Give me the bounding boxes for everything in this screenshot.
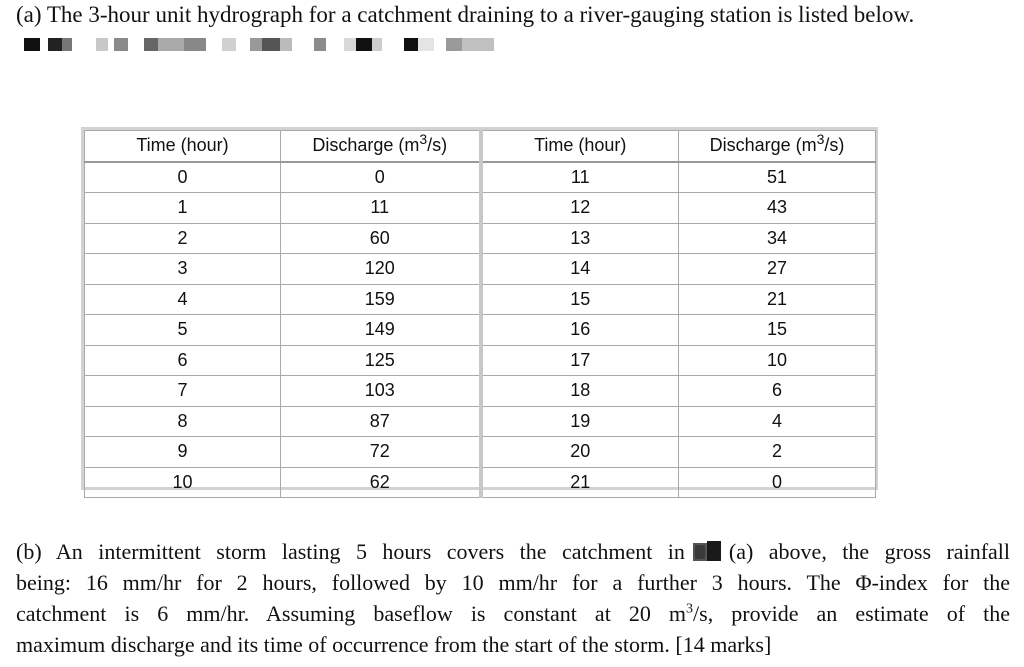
- part-b-line: being: 16 mm/hr for 2 hours, followed by 10 mm/hr for a further 3 hours. The Φ-index for the: [16, 570, 1010, 595]
- cell-time-right: 16: [481, 315, 679, 346]
- cell-discharge-right: 2: [679, 437, 876, 468]
- unit-hydrograph-table: [84, 130, 876, 498]
- table-row: [85, 345, 876, 376]
- redaction-block: [280, 38, 292, 51]
- header-time-left: Time (hour): [85, 131, 281, 162]
- cell-discharge-right: 0: [679, 467, 876, 498]
- redaction-block: [372, 38, 382, 51]
- redaction-block: [222, 38, 236, 51]
- cell-time-left: 2: [85, 223, 281, 254]
- cell-discharge-right: 43: [679, 193, 876, 224]
- header-time-right: Time (hour): [481, 131, 679, 162]
- redacted-reference-icon: [693, 540, 723, 562]
- part-a-text: (a) The 3-hour unit hydrograph for a catchment draining to a river-gauging station is listed below.: [16, 2, 915, 27]
- cell-discharge-right: 51: [679, 162, 876, 193]
- cell-discharge-right: 4: [679, 406, 876, 437]
- table-row: [85, 284, 876, 315]
- cell-time-left: 0: [85, 162, 281, 193]
- cell-time-right: 20: [481, 437, 679, 468]
- table-row: [85, 376, 876, 407]
- redaction-block: [250, 38, 262, 51]
- cell-time-left: 7: [85, 376, 281, 407]
- part-b-line: catchment is 6 mm/hr. Assuming baseflow is constant at 20 $m^3/s$, provide an estimate of the: [16, 601, 1010, 626]
- header-discharge-right: Discharge $(m^3/s)$: [679, 131, 876, 162]
- redaction-block: [96, 38, 108, 51]
- cell-time-right: 14: [481, 254, 679, 285]
- cell-time-right: 15: [481, 284, 679, 315]
- cell-discharge-right: 34: [679, 223, 876, 254]
- cell-discharge-right: 10: [679, 345, 876, 376]
- cell-discharge-left: 103: [281, 376, 481, 407]
- redaction-block: [184, 38, 206, 51]
- cell-time-left: 4: [85, 284, 281, 315]
- redaction-block: [314, 38, 326, 51]
- cell-time-left: 1: [85, 193, 281, 224]
- cell-discharge-left: 60: [281, 223, 481, 254]
- cell-discharge-left: 11: [281, 193, 481, 224]
- redaction-block: [356, 38, 372, 51]
- cell-time-left: 6: [85, 345, 281, 376]
- table-header-row: [85, 131, 876, 162]
- redaction-block: [462, 38, 494, 51]
- cell-time-right: 21: [481, 467, 679, 498]
- cell-time-right: 13: [481, 223, 679, 254]
- part-b-line: maximum discharge and its time of occurrence from the start of the storm. [14 marks]: [16, 632, 772, 657]
- cell-time-right: 17: [481, 345, 679, 376]
- redaction-block: [344, 38, 356, 51]
- cell-time-right: 19: [481, 406, 679, 437]
- redaction-block: [158, 38, 184, 51]
- redaction-block: [404, 38, 418, 51]
- cell-discharge-right: 15: [679, 315, 876, 346]
- cell-discharge-left: 120: [281, 254, 481, 285]
- cell-discharge-left: 0: [281, 162, 481, 193]
- table-row: [85, 467, 876, 498]
- part-b-line: (b) An intermittent storm lasting 5 hours covers the catchment in (a) above, the gross rainfall: [16, 539, 1011, 564]
- part-b-text: [16, 536, 1010, 660]
- table-row: [85, 254, 876, 285]
- redaction-block: [446, 38, 462, 51]
- redaction-block: [24, 38, 40, 51]
- cell-discharge-left: 125: [281, 345, 481, 376]
- cell-time-left: 3: [85, 254, 281, 285]
- redaction-block: [114, 38, 128, 51]
- cell-discharge-left: 72: [281, 437, 481, 468]
- table-row: [85, 193, 876, 224]
- cell-time-right: 18: [481, 376, 679, 407]
- cell-time-right: 12: [481, 193, 679, 224]
- table-row: [85, 315, 876, 346]
- cell-discharge-right: 6: [679, 376, 876, 407]
- cell-discharge-left: 149: [281, 315, 481, 346]
- cell-discharge-left: 62: [281, 467, 481, 498]
- cell-time-left: 5: [85, 315, 281, 346]
- cell-time-left: 9: [85, 437, 281, 468]
- cell-discharge-left: 159: [281, 284, 481, 315]
- redaction-block: [48, 38, 62, 51]
- redaction-block: [262, 38, 280, 51]
- redaction-block: [62, 38, 72, 51]
- table-row: [85, 162, 876, 193]
- cell-discharge-right: 27: [679, 254, 876, 285]
- table-row: [85, 437, 876, 468]
- unit-hydrograph-table-frame: [81, 127, 878, 490]
- header-discharge-left: Discharge $(m^3/s)$: [281, 131, 481, 162]
- redaction-block: [144, 38, 158, 51]
- cell-time-left: 8: [85, 406, 281, 437]
- table-row: [85, 406, 876, 437]
- redaction-block: [418, 38, 434, 51]
- cell-discharge-left: 87: [281, 406, 481, 437]
- cell-time-right: 11: [481, 162, 679, 193]
- cell-discharge-right: 21: [679, 284, 876, 315]
- table-row: [85, 223, 876, 254]
- cell-time-left: 10: [85, 467, 281, 498]
